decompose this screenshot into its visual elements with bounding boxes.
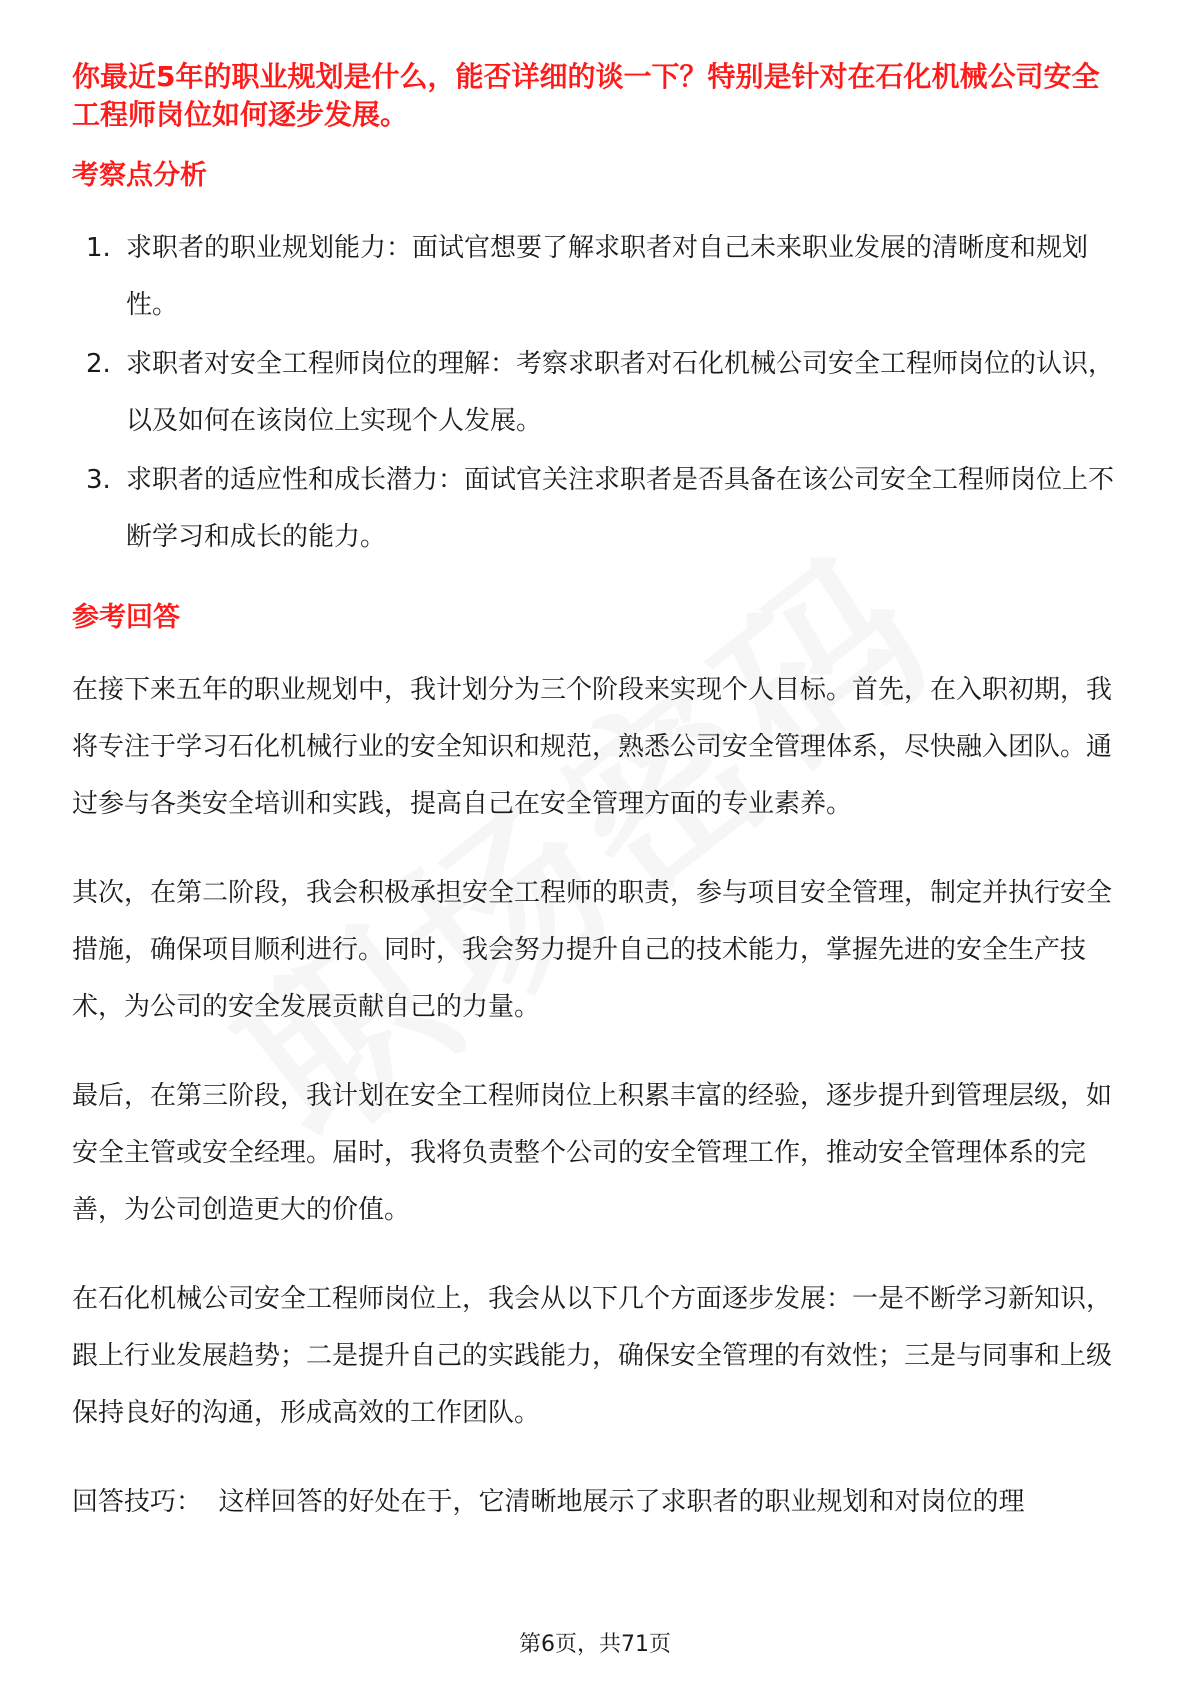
- answer-paragraph-1: 在接下来五年的职业规划中，我计划分为三个阶段来实现个人目标。首先，在入职初期，我将专注于学习石化机械行业的安全知识和规范，熟悉公司安全管理体系，尽快融入团队。通过参与各类安全培训和实践，提高自己在安全管理方面的专业素养。: [72, 675, 1113, 819]
- list-item-text: 求职者的适应性和成长潜力：面试官关注求职者是否具备在该公司安全工程师岗位上不断学习和成长的能力。: [126, 465, 1115, 552]
- list-item-text: 求职者对安全工程师岗位的理解：考察求职者对石化机械公司安全工程师岗位的认识，以及如何在该岗位上实现个人发展。: [126, 349, 1115, 436]
- list-item: [72, 336, 1122, 450]
- page-number: 第6页，共71页: [519, 1632, 671, 1657]
- document-page: [72, 58, 1122, 1563]
- answer-tips: 回答技巧： 这样回答的好处在于，它清晰地展示了求职者的职业规划和对岗位的理: [72, 1487, 1025, 1517]
- answer-paragraph-3: 最后，在第三阶段，我计划在安全工程师岗位上积累丰富的经验，逐步提升到管理层级，如安全主管或安全经理。届时，我将负责整个公司的安全管理工作，推动安全管理体系的完善，为公司创造更大的价值。: [72, 1081, 1113, 1225]
- answer-paragraph-4: 在石化机械公司安全工程师岗位上，我会从以下几个方面逐步发展：一是不断学习新知识，跟上行业发展趋势；二是提升自己的实践能力，确保安全管理的有效性；三是与同事和上级保持良好的沟通，形成高效的工作团队。: [72, 1284, 1113, 1428]
- interview-question: 你最近5年的职业规划是什么，能否详细的谈一下？特别是针对在石化机械公司安全工程师岗位如何逐步发展。: [72, 60, 1100, 131]
- list-item-number: 3.: [86, 465, 111, 495]
- answer-paragraph-2: 其次，在第二阶段，我会积极承担安全工程师的职责，参与项目安全管理，制定并执行安全措施，确保项目顺利进行。同时，我会努力提升自己的技术能力，掌握先进的安全生产技术，为公司的安全发展贡献自己的力量。: [72, 878, 1113, 1022]
- list-item: [72, 452, 1122, 566]
- answer-heading: 参考回答: [72, 602, 180, 633]
- list-item-number: 2.: [86, 349, 111, 379]
- list-item-number: 1.: [86, 233, 111, 263]
- analysis-list: [72, 220, 1122, 566]
- analysis-heading: 考察点分析: [72, 160, 207, 191]
- list-item: [72, 220, 1122, 334]
- list-item-text: 求职者的职业规划能力：面试官想要了解求职者对自己未来职业发展的清晰度和规划性。: [126, 233, 1089, 320]
